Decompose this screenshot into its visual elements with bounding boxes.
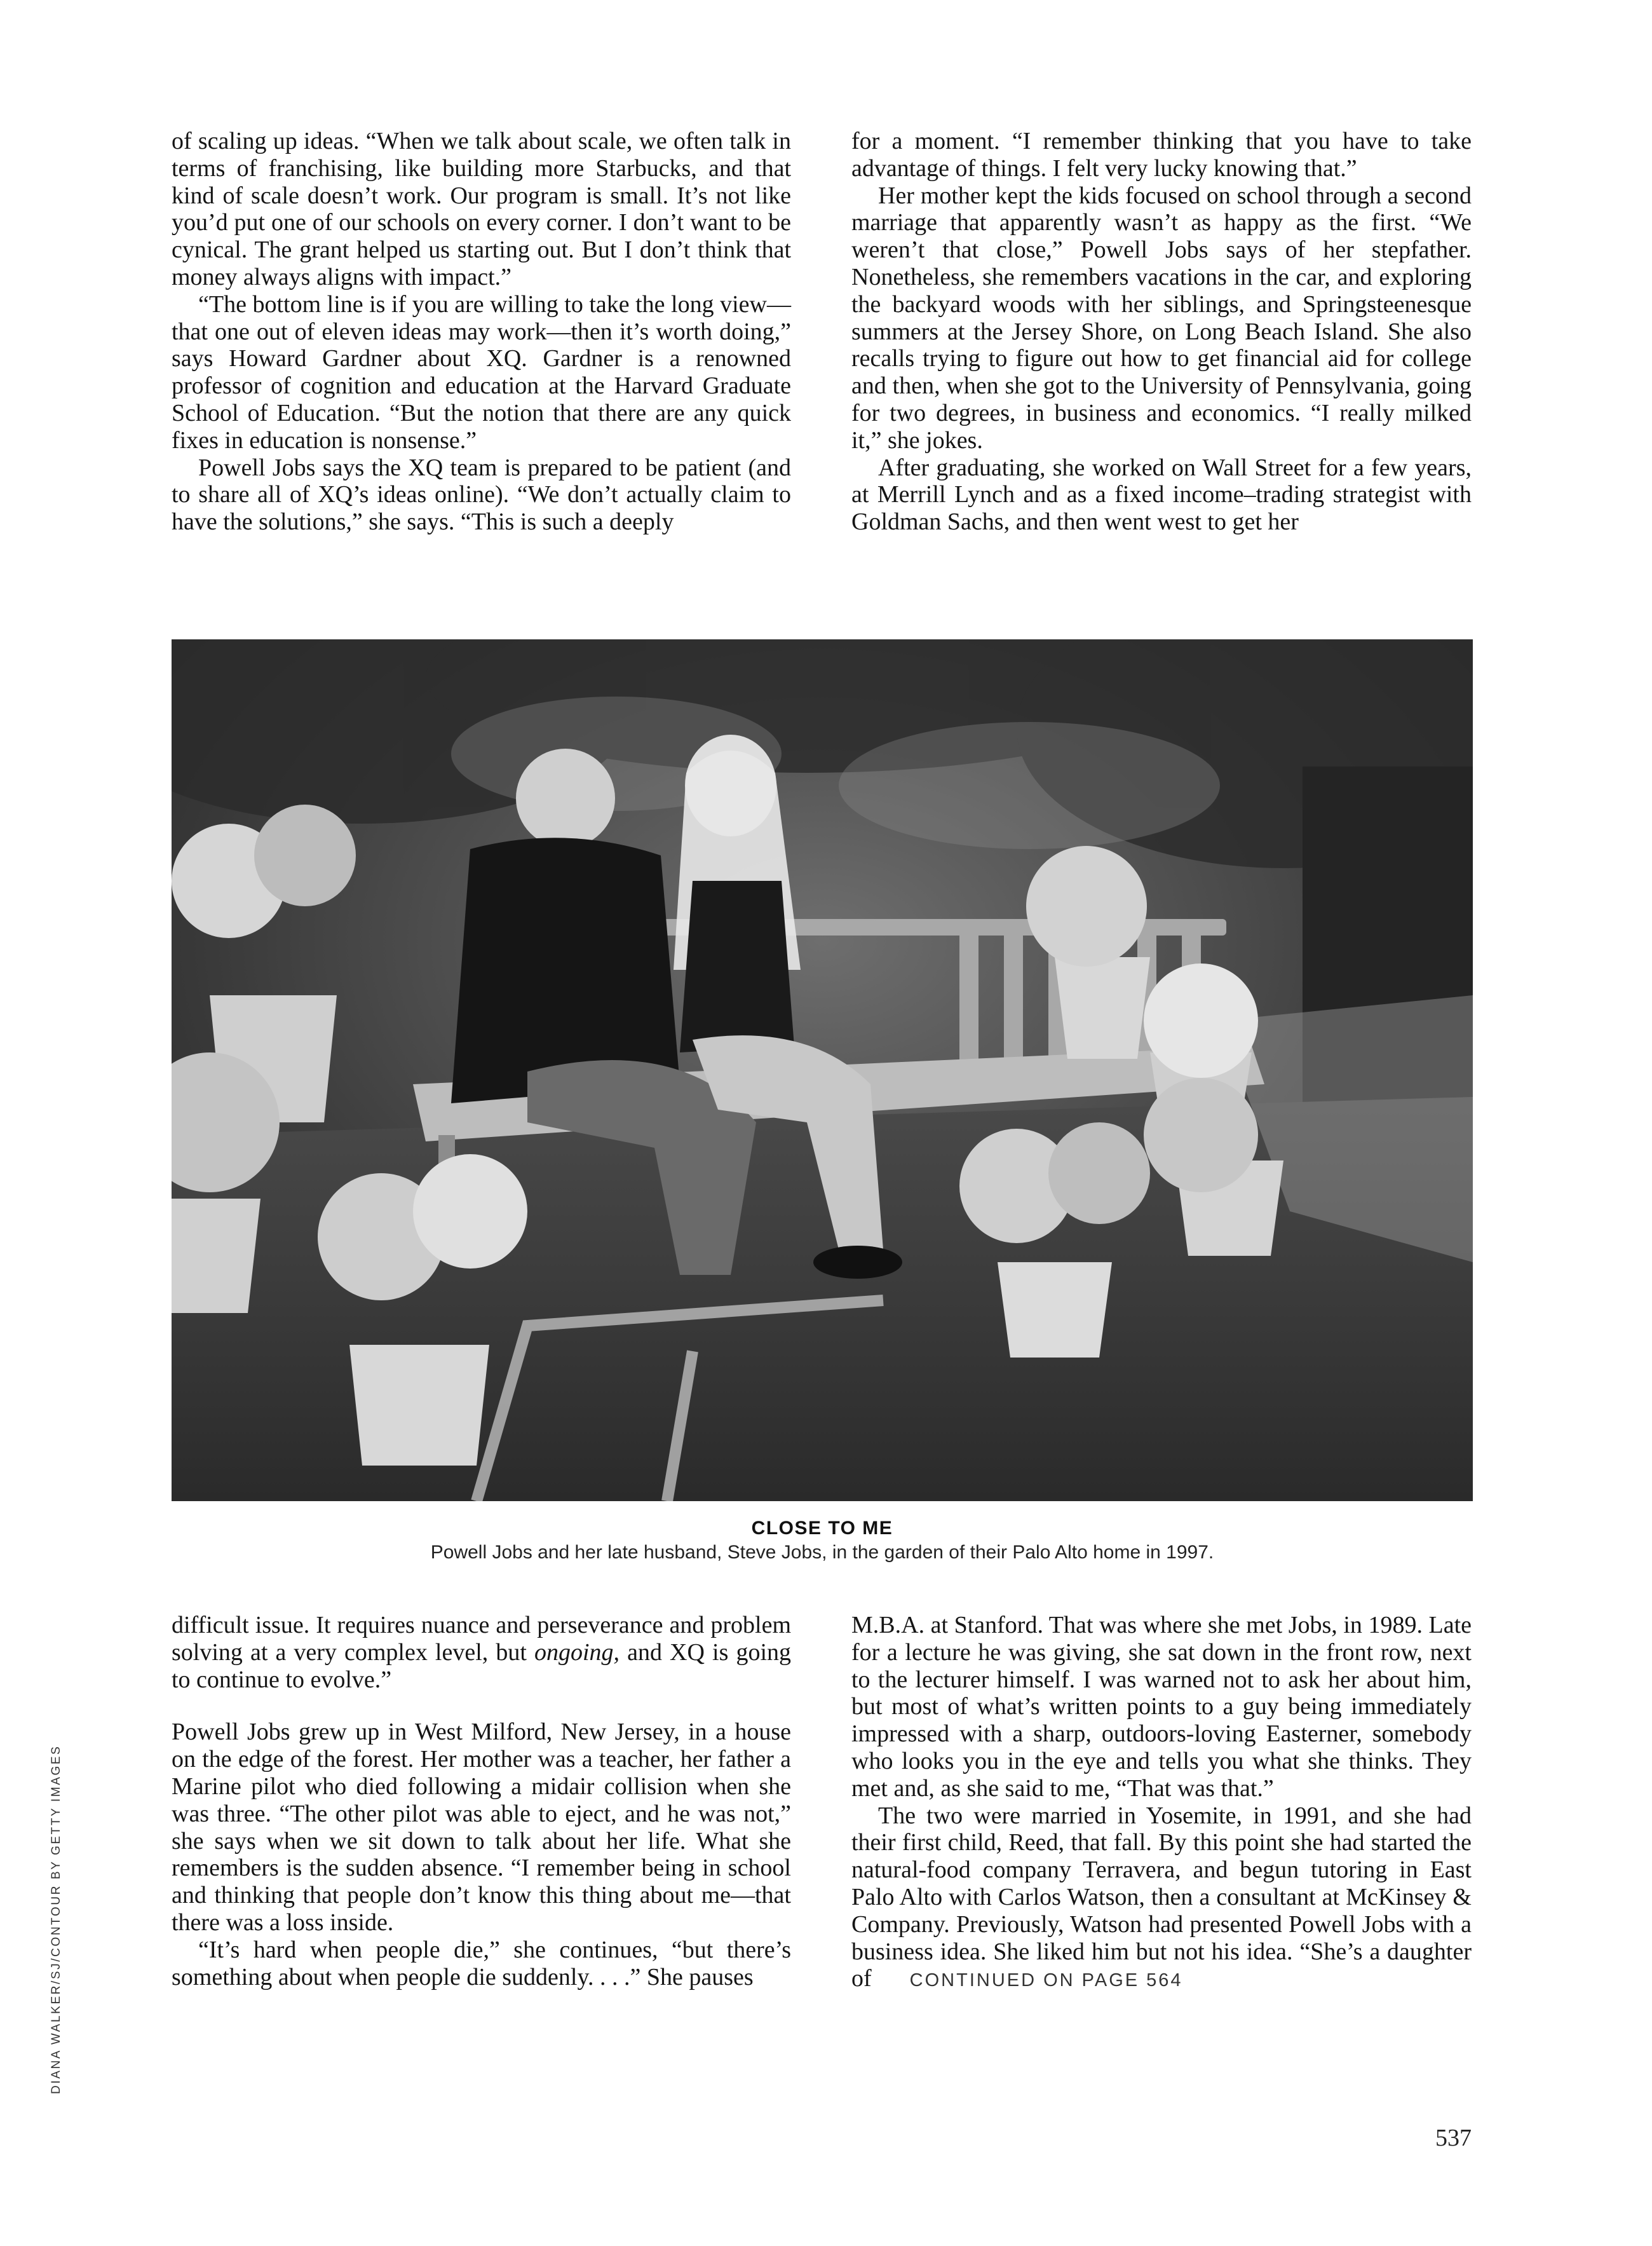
photo-credit [50, 1687, 69, 2094]
garden-photograph [172, 639, 1473, 1501]
photo-caption-title: CLOSE TO ME [751, 1518, 893, 1539]
paragraph: Powell Jobs says the XQ team is prepared to be patient (and to share all of XQ’s ideas online). “We don’t actually claim to have the solutions,” she says. “This is such a deeply [172, 454, 791, 536]
paragraph: of scaling up ideas. “When we talk about scale, we often talk in terms of franchising, like building more Starbucks, and that kind of scale doesn’t work. Our program is small. It’s not like you’d put one of our schools on every corner. I don’t want to be cynical. The grant helped us starting out. But I don’t think that money always aligns with impact.” [172, 128, 791, 290]
continued-on-page: CONTINUED ON PAGE 564 [909, 1970, 1183, 1991]
paragraph: Her mother kept the kids focused on school through a second marriage that apparently wasn’t as happy as the first. “We weren’t that close,” Powell Jobs says of her stepfather. Nonetheless, she remembers vacations in the car, and exploring the backyard woods with her siblings, and Springsteenesque summers at the Jersey Shore, on Long Beach Island. She also recalls trying to figure out how to get financial aid for college and then, when she got to the University of Pennsylvania, going for two degrees, in business and economics. “I really milked it,” she jokes. [851, 182, 1472, 454]
paragraph: After graduating, she worked on Wall Street for a few years, at Merrill Lynch and as a fixed income–trading strategist with Goldman Sachs, and then went west to get her [851, 454, 1472, 536]
article-column-bottom-right [851, 1612, 1472, 1994]
article-column-top-left [172, 128, 791, 536]
page-number: 537 [1435, 2125, 1472, 2151]
emphasis: ongoing, [534, 1638, 620, 1666]
paragraph: “The bottom line is if you are willing to take the long view—that one out of eleven ideas may work—then it’s worth doing,” says Howard Gardner about XQ. Gardner is a renowned professor of cognition and education at the Harvard Graduate School of Education. “But the notion that there are any quick fixes in education is nonsense.” [172, 290, 791, 454]
paragraph: M.B.A. at Stanford. That was where she met Jobs, in 1989. Late for a lecture he was giving, she sat down in the front row, next to the lecturer himself. I was warned not to ask her about him, but most of what’s written points to a guy being immediately impressed with a sharp, outdoors-loving Easterner, somebody who looks you in the eye and tells you what she thinks. They met and, as she said to me, “That was that.” [851, 1612, 1472, 1802]
paragraph: difficult issue. It requires nuance and perseverance and problem solving at a very complex level, but ongoing, and XQ is going to continue to evolve.” [172, 1612, 791, 1693]
photo-credit-text: DIANA WALKER/SJ/CONTOUR BY GETTY IMAGES [50, 1745, 63, 2094]
paragraph: “It’s hard when people die,” she continues, “but there’s something about when people die suddenly. . . .” She pauses [172, 1936, 791, 1991]
article-column-bottom-left [172, 1612, 791, 1991]
paragraph: for a moment. “I remember thinking that you have to take advantage of things. I felt very lucky knowing that.” [851, 128, 1472, 182]
paragraph: Powell Jobs grew up in West Milford, New Jersey, in a house on the edge of the forest. Her mother was a teacher, her father a Marine pilot who died following a midair collision when she was three. “The other pilot was able to eject, and he was not,” she says when we sit down to talk about her life. What she remembers is the sudden absence. “I remember being in school and thinking that people don’t know this thing about me—that there was a loss inside. [172, 1719, 791, 1936]
paragraph: The two were married in Yosemite, in 1991, and she had their first child, Reed, that fall. By this point she had started the natural-food company Terravera, and begun tutoring in East Palo Alto with Carlos Watson, then a consultant at McKinsey & Company. Previously, Watson had presented Powell Jobs with a business idea. She liked him but not his idea. “She’s a daughter of CONTINUED ON PAGE 564 [851, 1802, 1472, 1992]
article-column-top-right [851, 128, 1472, 536]
photo-caption-text: Powell Jobs and her late husband, Steve Jobs, in the garden of their Palo Alto home in 1997. [430, 1542, 1214, 1563]
